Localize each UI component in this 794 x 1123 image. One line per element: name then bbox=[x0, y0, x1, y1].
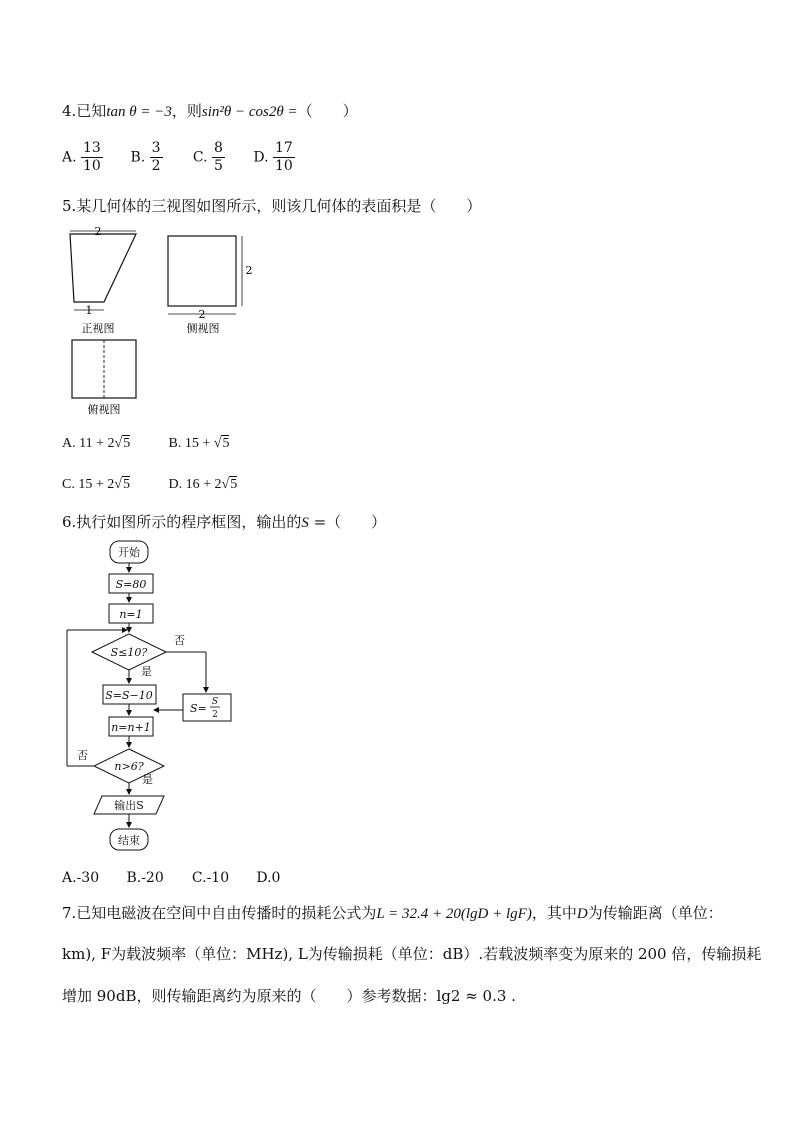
top-view bbox=[72, 340, 136, 398]
q6-stem: 6.执行如图所示的程序框图，输出的 bbox=[62, 513, 302, 531]
dim-side-right-label: 2 bbox=[245, 264, 253, 277]
front-view-label: 正视图 bbox=[81, 322, 115, 335]
flow-yes1-text: 是 bbox=[141, 665, 152, 678]
q7-line3: 增加 90dB，则传输距离约为原来的（ ）参考数据：lg2 ≈ 0.3 . bbox=[62, 987, 516, 1005]
q5-option-c: C. 15 + 2√5 bbox=[62, 477, 130, 492]
q7-line1-post: ，其中 bbox=[531, 904, 577, 922]
dim-bottom-label: 1 bbox=[85, 304, 93, 317]
q5-option-a: A. 11 + 2√5 bbox=[62, 436, 131, 451]
q4-blank: （ ） bbox=[297, 102, 358, 120]
flow-half-den: 2 bbox=[212, 710, 218, 720]
flow-start-text: 开始 bbox=[118, 546, 140, 559]
side-view bbox=[168, 236, 242, 314]
flow-output-text: 输出S bbox=[114, 799, 144, 812]
q4-tan-expr: tan θ = −3 bbox=[106, 104, 172, 120]
flow-no2-text: 否 bbox=[77, 749, 88, 762]
q7-formula: L = 32.4 + 20(lgD + lgF) bbox=[376, 906, 532, 922]
q5-option-d: D. 16 + 2√5 bbox=[168, 477, 238, 492]
flow-init-n-text: n=1 bbox=[119, 608, 143, 621]
q6-option-c: C.-10 bbox=[191, 870, 230, 886]
q5-three-views bbox=[60, 222, 260, 422]
flow-minus-text: S=S−10 bbox=[105, 689, 153, 702]
side-view-label: 侧视图 bbox=[186, 322, 220, 335]
q4-option-c: C. $\frac{8}{5}$ bbox=[192, 140, 223, 174]
q6-flowchart bbox=[60, 538, 260, 858]
q4-option-a: A. $\frac{13}{10}$ bbox=[62, 140, 101, 174]
q4-options bbox=[62, 140, 313, 175]
q6-stem-line bbox=[62, 511, 386, 532]
q4-mid: ，则 bbox=[171, 102, 202, 120]
flow-half-num: S bbox=[211, 697, 219, 707]
q6-options bbox=[62, 870, 280, 886]
flow-cond1-text: S≤10? bbox=[110, 646, 148, 659]
q4-option-b: B. $\frac{3}{2}$ bbox=[130, 140, 161, 174]
dim-side-bottom-label: 2 bbox=[198, 308, 206, 321]
q5-stem: 5.某几何体的三视图如图所示，则该几何体的表面积是（ ） bbox=[62, 197, 482, 215]
q7-line1 bbox=[62, 902, 723, 923]
flow-init-s-text: S=80 bbox=[115, 578, 147, 591]
q5-options-row1 bbox=[62, 436, 229, 452]
q6-var: S bbox=[301, 515, 309, 531]
q6-option-a: A.-30 bbox=[62, 870, 100, 886]
q4-stem-line bbox=[62, 100, 358, 121]
q6-tail: =（ ） bbox=[308, 513, 387, 531]
q4-main-expr: sin²θ − cos2θ = bbox=[201, 104, 298, 120]
q7-line1-end: 为传输距离（单位： bbox=[587, 904, 723, 922]
flow-cond2-text: n>6? bbox=[114, 760, 144, 773]
q7-line2: km), F为载波频率（单位：MHz), L为传输损耗（单位：dB）.若载波频率变为原来的 200 倍，传输损耗 bbox=[62, 945, 762, 963]
flow-end-text: 结束 bbox=[118, 834, 140, 847]
dim-top-label: 2 bbox=[94, 225, 102, 238]
q4-option-d: D. $\frac{17}{10}$ bbox=[253, 140, 293, 174]
q4-stem: 4.已知 bbox=[62, 102, 107, 120]
q5-options-row2 bbox=[62, 477, 237, 493]
q6-option-d: D.0 bbox=[256, 870, 281, 886]
q7-line1-pre: 7.已知电磁波在空间中自由传播时的损耗公式为 bbox=[62, 904, 377, 922]
flow-no1-text: 否 bbox=[174, 634, 185, 647]
top-view-label: 俯视图 bbox=[87, 403, 121, 416]
flow-step-n-text: n=n+1 bbox=[111, 721, 151, 734]
q7-var-d: D bbox=[576, 906, 588, 922]
front-view bbox=[70, 231, 136, 310]
flow-half-prefix: S= bbox=[190, 702, 207, 715]
q6-option-b: B.-20 bbox=[126, 870, 164, 886]
flow-yes2-text: 是 bbox=[142, 773, 153, 786]
q5-option-b: B. 15 + √5 bbox=[168, 436, 230, 451]
